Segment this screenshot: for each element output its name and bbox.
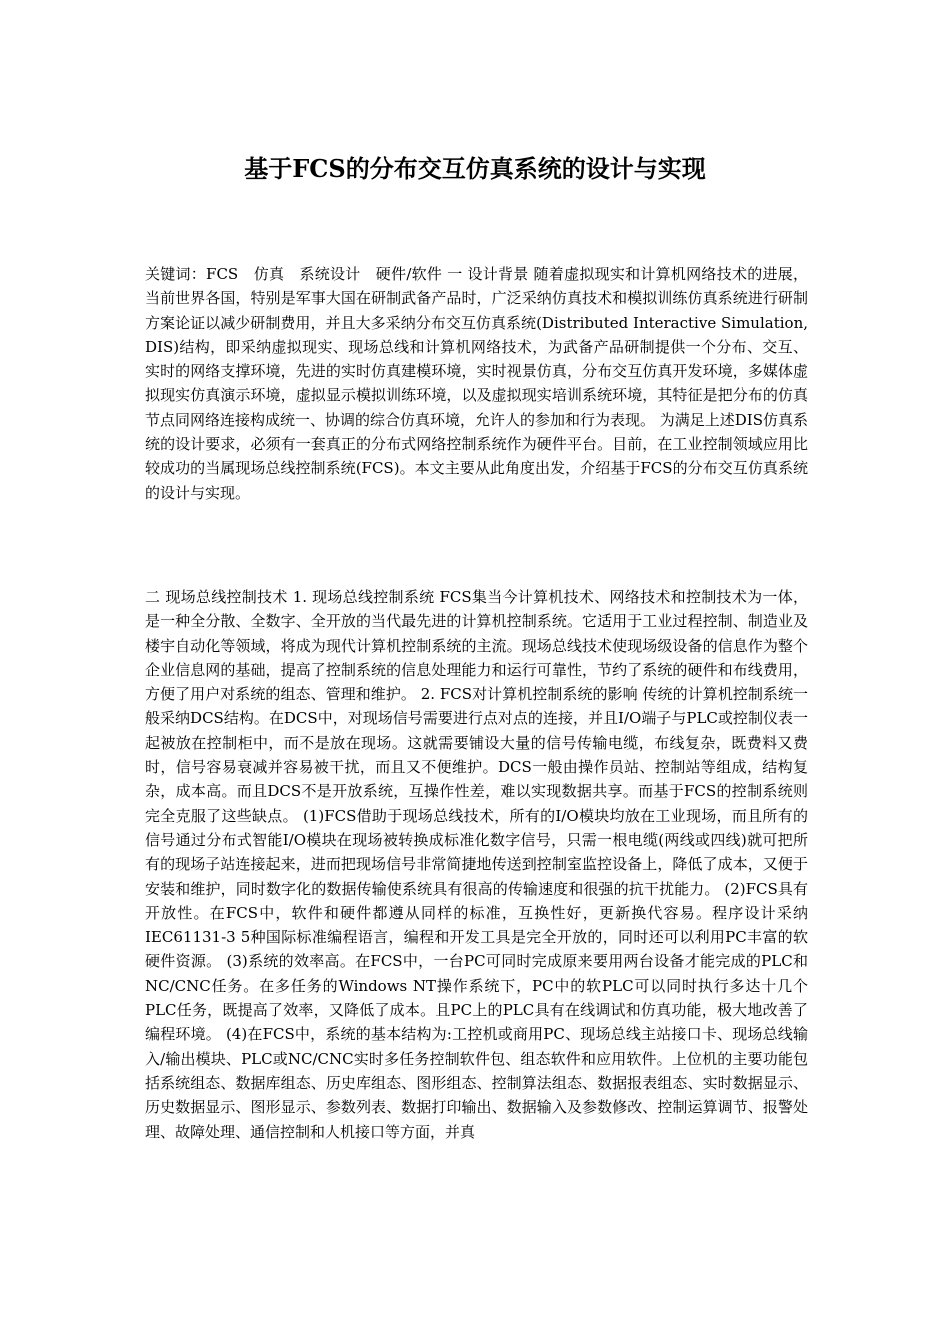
- paragraph-design-background: 关键词：FCS 仿真 系统设计 硬件/软件 一 设计背景 随着虚拟现实和计算机网络技术的进展，当前世界各国，特别是军事大国在研制武备产品时，广泛采纳仿真技术和模拟训练仿真系统进行研制方案论证以减少研制费用，并且大多采纳分布交互仿真系统(Distributed Interactive Simulation, DIS)结构，即采纳虚拟现实、现场总线和计算机网络技术，为武备产品研制提供一个分布、交互、实时的网络支撑环境，先进的实时仿真建模环境，实时视景仿真，分布交互仿真开发环境，多媒体虚拟现实仿真演示环境，虚拟显示模拟训练环境，以及虚拟现实培训系统环境，其特征是把分布的仿真节点同网络连接构成统一、协调的综合仿真环境，允许人的参加和行为表现。 为满足上述DIS仿真系统的设计要求，必须有一套真正的分布式网络控制系统作为硬件平台。目前，在工业控制领域应用比较成功的当属现场总线控制系统(FCS)。本文主要从此角度出发，介绍基于FCS的分布交互仿真系统的设计与实现。: [145, 265, 809, 502]
- document-title: 基于FCS的分布交互仿真系统的设计与实现: [244, 154, 706, 183]
- paragraph-fieldbus-control: 二 现场总线控制技术 1. 现场总线控制系统 FCS集当今计算机技术、网络技术和控制技术为一体，是一种全分散、全数字、全开放的当代最先进的计算机控制系统。它适用于工业过程控制、制造业及楼宇自动化等领域，将成为现代计算机控制系统的主流。现场总线技术使现场级设备的信息作为整个企业信息网的基础，提高了控制系统的信息处理能力和运行可靠性，节约了系统的硬件和布线费用，方便了用户对系统的组态、管理和维护。 2. FCS对计算机控制系统的影响 传统的计算机控制系统一般采纳DCS结构。在DCS中，对现场信号需要进行点对点的连接，并且I/O端子与PLC或控制仪表一起被放在控制柜中，而不是放在现场。这就需要铺设大量的信号传输电缆，布线复杂，既费料又费时，信号容易衰减并容易被干扰，而且又不便维护。DCS一般由操作员站、控制站等组成，结构复杂，成本高。而且DCS不是开放系统，互操作性差，难以实现数据共享。而基于FCS的控制系统则完全克服了这些缺点。 (1)FCS借助于现场总线技术，所有的I/O模块均放在工业现场，而且所有的信号通过分布式智能I/O模块在现场被转换成标准化数字信号，只需一根电缆(两线或四线)就可把所有的现场子站连接起来，进而把现场信号非常简捷地传送到控制室监控设备上，降低了成本，又便于安装和维护，同时数字化的数据传输使系统具有很高的传输速度和很强的抗干扰能力。 (2)FCS具有开放性。在FCS中，软件和硬件都遵从同样的标准，互换性好，更新换代容易。程序设计采纳IEC61131-3 5种国际标准编程语言，编程和开发工具是完全开放的，同时还可以利用PC丰富的软硬件资源。 (3)系统的效率高。在FCS中，一台PC可同时完成原来要用两台设备才能完成的PLC和NC/CNC任务。在多任务的Windows NT操作系统下，PC中的软PLC可以同时执行多达十几个PLC任务，既提高了效率，又降低了成本。且PC上的PLC具有在线调试和仿真功能，极大地改善了编程环境。 (4)在FCS中，系统的基本结构为:工控机或商用PC、现场总线主站接口卡、现场总线输入/输出模块、PLC或NC/CNC实时多任务控制软件包、组态软件和应用软件。上位机的主要功能包括系统组态、数据库组态、历史库组态、图形组态、控制算法组态、数据报表组态、实时数据显示、历史数据显示、图形显示、参数列表、数据打印输出、数据输入及参数修改、控制运算调节、报警处理、故障处理、通信控制和人机接口等方面，并真: [145, 588, 808, 1141]
